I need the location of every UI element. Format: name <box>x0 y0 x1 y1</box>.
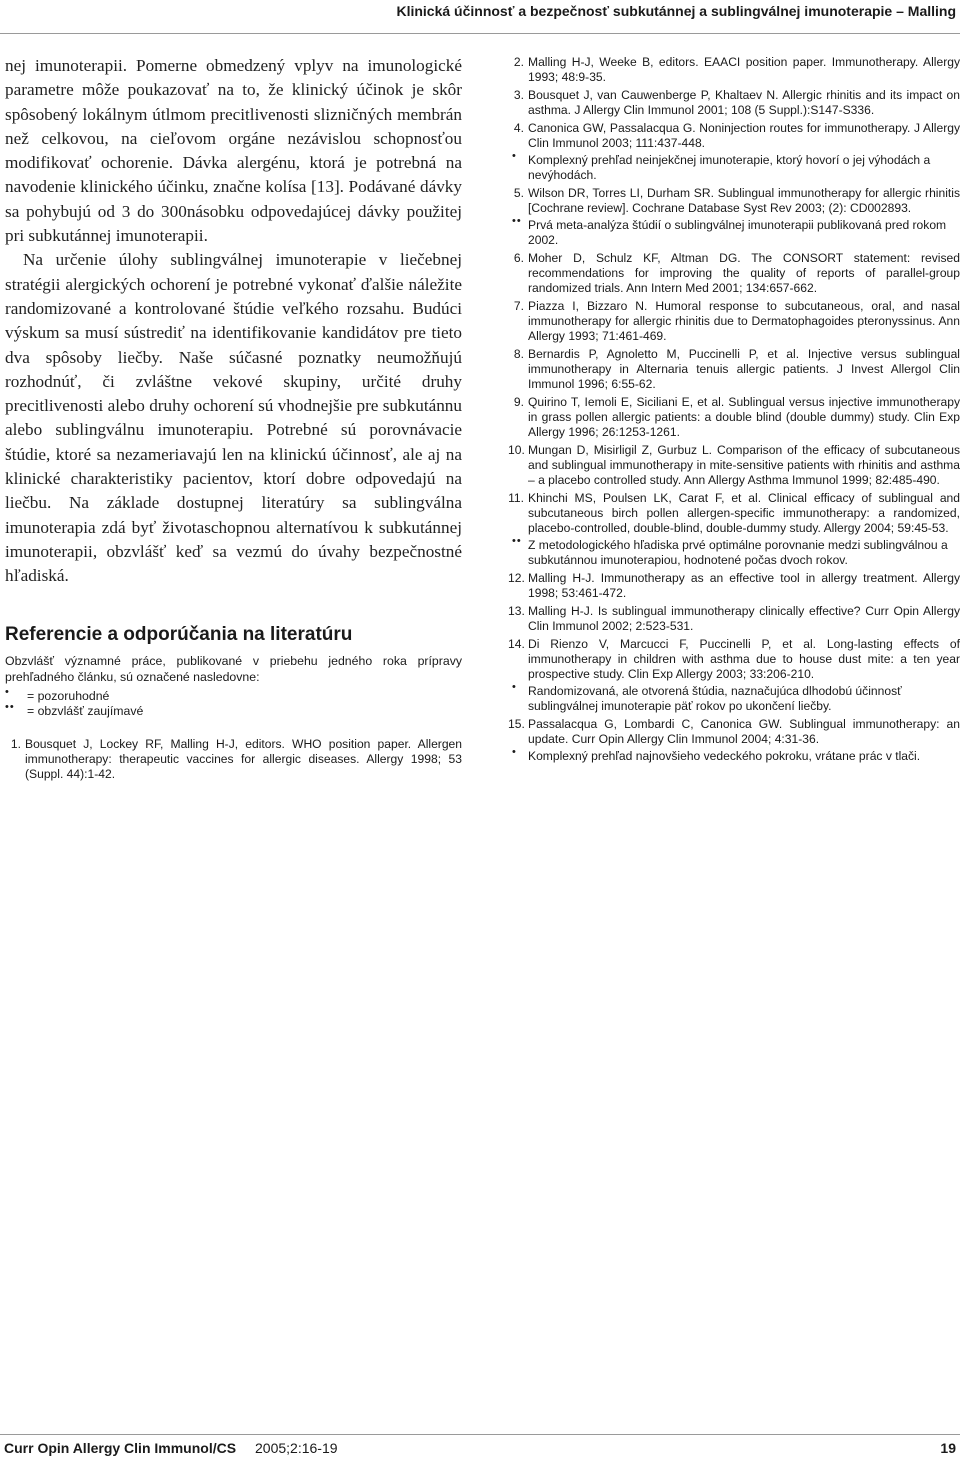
reference-12 <box>508 571 960 601</box>
reference-number: 14. <box>508 637 525 651</box>
reference-annotation <box>508 746 960 764</box>
reference-14 <box>508 637 960 682</box>
reference-list-right <box>508 55 960 764</box>
reference-1 <box>5 737 462 782</box>
double-bullet-icon: •• <box>512 215 522 227</box>
reference-15 <box>508 717 960 747</box>
reference-annotation <box>508 535 960 568</box>
reference-text: Khinchi MS, Poulsen LK, Carat F, et al. Clinical efficacy of sublingual and subcutaneous birch pollen allergen-specific immunotherapy: a randomized, placebo-controlled, double-blind, double-dummy study. Allergy 2004; 59:45-53. <box>528 491 960 535</box>
reference-text: Wilson DR, Torres LI, Durham SR. Sublingual immunotherapy for allergic rhinitis [Cochrane review]. Cochrane Database Syst Rev 2003; (2): CD002893. <box>528 186 960 215</box>
reference-7 <box>508 299 960 344</box>
legend-row-outstanding <box>5 700 462 719</box>
reference-11 <box>508 491 960 536</box>
reference-text: Bernardis P, Agnoletto M, Puccinelli P, et al. Injective versus sublingual immunotherapy in Alternaria tenuis allergic patients. J Invest Allergol Clin Immunol 1996; 6:55-62. <box>528 347 960 391</box>
reference-number: 1. <box>10 736 21 751</box>
reference-text: Malling H-J. Immunotherapy as an effective tool in allergy treatment. Allergy 1998; 53:461-472. <box>528 571 960 600</box>
bullet-icon: • <box>512 746 517 758</box>
reference-text: Bousquet J, van Cauwenberge P, Khaltaev N. Allergic rhinitis and its impact on asthma. J Allergy Clin Immunol 2001; 108 (5 Suppl.):S147-S336. <box>528 88 960 117</box>
reference-number: 4. <box>513 121 524 135</box>
reference-number: 11. <box>508 491 524 505</box>
legend-label: = pozoruhodné <box>27 688 110 703</box>
reference-6 <box>508 251 960 296</box>
footer-journal: Curr Opin Allergy Clin Immunol/CS <box>4 1440 237 1456</box>
legend-label: = obzvlášť zaujímavé <box>27 703 144 718</box>
reference-9 <box>508 395 960 440</box>
reference-number: 6. <box>513 251 524 265</box>
reference-4 <box>508 121 960 151</box>
reference-text: Canonica GW, Passalacqua G. Noninjection routes for immunotherapy. J Allergy Clin Immunol 2003; 111:437-448. <box>528 121 960 150</box>
bullet-icon: • <box>512 150 517 162</box>
page-number: 19 <box>940 1440 956 1456</box>
reference-number: 2. <box>513 55 524 69</box>
marker-legend <box>5 685 462 719</box>
reference-text: Quirino T, Iemoli E, Siciliani E, et al. Sublingual versus injective immunotherapy in grass pollen allergic patients: a double blind (double dummy) study. Clin Exp Allergy 1996; 26:1253-1261. <box>528 395 960 439</box>
double-bullet-icon: •• <box>512 535 522 547</box>
reference-2 <box>508 55 960 85</box>
body-paragraph-1: nej imunoterapii. Pomerne obmedzený vplyv na imunologické parametre môže poukazovať na to, že klinický účinok je skôr spôsobený lokálnym útlmom precitlivenosti slizničných membrán než celkovou, na cieľovom orgáne nezávislou schopnosťou modifikovať ochorenie. Dávka alergénu, ktorá je potrebná na navodenie klinického účinku, značne kolísa [13]. Podávané dávky sa pohybujú od 3 do 300násobku odpovedajúcej dávky použitej pri subkutánnej imunoterapii. <box>5 56 462 246</box>
reference-number: 15. <box>508 717 525 731</box>
body-paragraph-2: Na určenie úlohy sublingválnej imunoterapie v liečebnej stratégii alergických ochorení je potrebné vykonať ďalšie náležite randomizované a kontrolované štúdie veľkého rozsahu. Budúci výskum sa musí sústrediť na identifikovanie kandidátov pre tieto dva spôsoby liečby. Naše súčasné poznatky neumožňujú rozhodnúť, či zvláštne vekové skupiny, určité druhy precitlivenosti alebo druhy ochorení sú vhodnejšie pre subkutánnu alebo sublingválnu imunoterapiu. Potrebné sú porovnávacie štúdie, ktoré sa nezameriavajú len na klinickú účinnosť, ale aj na klinické charakteristiky pacientov, ktorí dobre odpovedajú na liečbu. Na základe dostupnej literatúry sa sublingválna imunoterapia zdá byť životaschopnou alternatívou k subkutánnej imunoterapii, obzvlášť keď sa vezmú do úvahy bezpečnostné hľadiská. <box>5 250 462 586</box>
bullet-icon: • <box>5 685 10 698</box>
references-heading: Referencie a odporúčania na literatúru <box>5 623 353 645</box>
reference-list-left <box>5 737 462 782</box>
legend-row-notable <box>5 685 462 704</box>
reference-number: 3. <box>513 88 524 102</box>
reference-number: 13. <box>508 604 525 618</box>
reference-13 <box>508 604 960 634</box>
reference-text: Malling H-J, Weeke B, editors. EAACI position paper. Immunotherapy. Allergy 1993; 48:9-35. <box>528 55 960 84</box>
reference-number: 9. <box>513 395 524 409</box>
reference-text: Di Rienzo V, Marcucci F, Puccinelli P, et al. Long-lasting effects of immunotherapy in children with asthma due to house dust mite: a ten year prospective study. Clin Exp Allergy 2003; 33:206-210. <box>528 637 960 681</box>
references-intro: Obzvlášť významné práce, publikované v priebehu jedného roka prípravy prehľadného článku, sú označené nasledovne: <box>5 653 462 684</box>
reference-text: Piazza I, Bizzaro N. Humoral response to subcutaneous, oral, and nasal immunotherapy for allergic rhinitis due to Dermatophagoides pteronyssinus. Ann Allergy 1993; 71:461-469. <box>528 299 960 343</box>
running-head: Klinická účinnosť a bezpečnosť subkutánnej a sublingválnej imunoterapie – Malling <box>0 0 960 34</box>
reference-number: 7. <box>513 299 524 313</box>
annotation-text: Komplexný prehľad neinjekčnej imunoterapie, ktorý hovorí o jej výhodách a nevýhodách. <box>528 153 931 182</box>
reference-annotation <box>508 215 960 248</box>
reference-text: Bousquet J, Lockey RF, Malling H-J, editors. WHO position paper. Allergen immunotherapy: therapeutic vaccines for allergic diseases. Allergy 1998; 53 (Suppl. 44):1-42. <box>25 736 462 781</box>
reference-number: 8. <box>513 347 524 361</box>
reference-annotation <box>508 681 960 714</box>
page-footer <box>0 1434 960 1461</box>
footer-issue: 2005;2:16-19 <box>255 1440 338 1456</box>
reference-text: Malling H-J. Is sublingual immunotherapy clinically effective? Curr Opin Allergy Clin Immunol 2002; 2:523-531. <box>528 604 960 633</box>
annotation-text: Prvá meta-analýza štúdií o sublingválnej imunoterapii publikovaná pred rokom 2002. <box>528 218 947 247</box>
annotation-text: Z metodologického hľadiska prvé optimálne porovnanie medzi sublingválnou a subkutánnou imunoterapiou, hodnotené počas dvoch rokov. <box>528 538 948 567</box>
reference-8 <box>508 347 960 392</box>
bullet-icon: • <box>512 681 517 693</box>
reference-text: Moher D, Schulz KF, Altman DG. The CONSORT statement: revised recommendations for improving the quality of reports of parallel-group randomized trials. Ann Intern Med 2001; 134:657-662. <box>528 251 960 295</box>
reference-10 <box>508 443 960 488</box>
reference-number: 10. <box>508 443 525 457</box>
left-column <box>5 54 462 785</box>
reference-text: Passalacqua G, Lombardi C, Canonica GW. Sublingual immunotherapy: an update. Curr Opin Allergy Clin Immunol 2004; 4:31-36. <box>528 717 960 746</box>
reference-5 <box>508 186 960 216</box>
reference-number: 5. <box>513 186 524 200</box>
right-column <box>508 55 960 767</box>
reference-text: Mungan D, Misirligil Z, Gurbuz L. Comparison of the efficacy of subcutaneous and sublingual immunotherapy in mite-sensitive patients with rhinitis and asthma – a placebo controlled study. Ann Allergy Asthma Immunol 1999; 82:485-490. <box>528 443 960 487</box>
annotation-text: Randomizovaná, ale otvorená štúdia, naznačujúca dlhodobú účinnosť sublingválnej imunoterapie päť rokov po ukončení liečby. <box>528 684 902 713</box>
reference-3 <box>508 88 960 118</box>
reference-annotation <box>508 150 960 183</box>
annotation-text: Komplexný prehľad najnovšieho vedeckého pokroku, vrátane prác v tlači. <box>528 749 921 763</box>
double-bullet-icon: •• <box>5 700 15 713</box>
reference-number: 12. <box>508 571 525 585</box>
